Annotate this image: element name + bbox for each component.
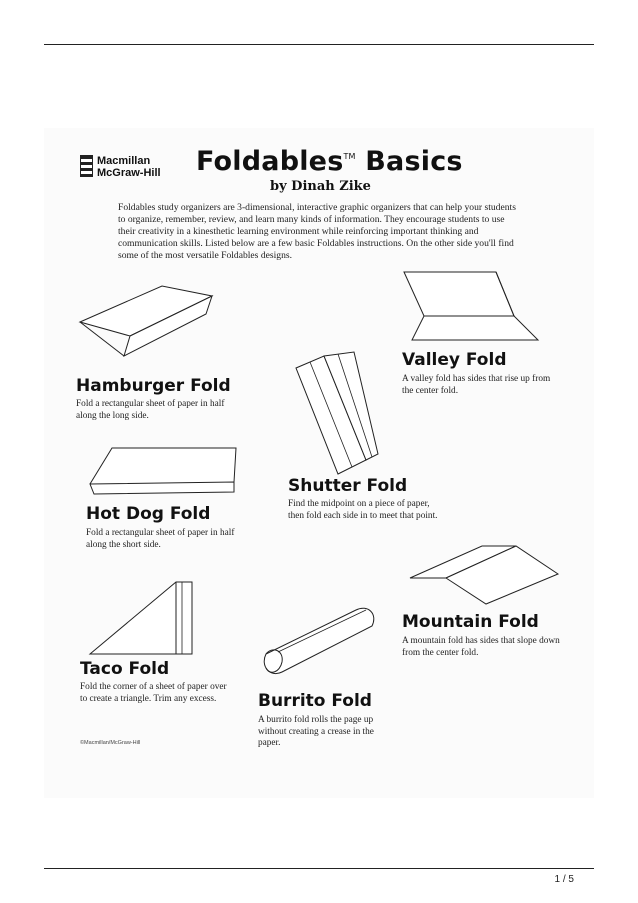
mountain-fold-title: Mountain Fold — [402, 612, 539, 632]
trademark: TM — [343, 152, 356, 161]
page-number: 1 / 5 — [554, 874, 574, 885]
byline: by Dinah Zike — [270, 179, 371, 194]
title-suffix: Basics — [365, 146, 463, 177]
mountain-fold-illustration — [406, 542, 564, 612]
valley-fold-desc: A valley fold has sides that rise up from the center fold. — [402, 374, 551, 396]
burrito-fold-illustration — [260, 596, 384, 686]
burrito-fold-title: Burrito Fold — [258, 691, 372, 711]
title-main: Foldables — [196, 146, 344, 177]
bottom-rule — [44, 868, 594, 869]
publisher-name — [97, 155, 161, 179]
burrito-fold-desc: A burrito fold rolls the page up without creating a crease in the paper. — [258, 715, 374, 748]
mountain-fold-desc: A mountain fold has sides that slope down from the center fold. — [402, 636, 560, 658]
taco-fold-title: Taco Fold — [80, 659, 170, 679]
shutter-fold-illustration — [288, 350, 384, 480]
hotdog-fold-desc: Fold a rectangular sheet of paper in half along the short side. — [86, 528, 235, 550]
mcgraw-hill-logo-icon — [80, 155, 93, 177]
publisher-logo — [80, 155, 161, 179]
taco-fold-illustration — [88, 578, 198, 658]
hamburger-fold-title: Hamburger Fold — [76, 376, 231, 396]
intro-paragraph: Foldables study organizers are 3-dimensional, interactive graphic organizers that can help your students to organize, remember, review, and learn many kinds of information. They encourage students to use their creativity in a kinesthetic learning environment while reinforcing important thinking and communication skills. Listed below are a few basic Foldables instructions. On the other side you'll find some of the most versatile Foldables designs. — [118, 202, 516, 261]
valley-fold-title: Valley Fold — [402, 350, 507, 370]
shutter-fold-title: Shutter Fold — [288, 476, 408, 496]
publisher-name-line2: McGraw-Hill — [97, 167, 161, 179]
copyright-notice: ©Macmillan/McGraw-Hill — [80, 740, 141, 746]
hotdog-fold-illustration — [84, 444, 244, 496]
publisher-name-line1: Macmillan — [97, 155, 151, 167]
top-rule — [44, 44, 594, 45]
valley-fold-illustration — [398, 268, 548, 348]
page-title — [196, 146, 463, 177]
hotdog-fold-title: Hot Dog Fold — [86, 504, 211, 524]
taco-fold-desc: Fold the corner of a sheet of paper over to create a triangle. Trim any excess. — [80, 682, 227, 704]
hamburger-fold-desc: Fold a rectangular sheet of paper in half along the long side. — [76, 399, 225, 421]
hamburger-fold-illustration — [78, 280, 218, 370]
shutter-fold-desc: Find the midpoint on a piece of paper, then fold each side in to meet that point. — [288, 499, 438, 521]
